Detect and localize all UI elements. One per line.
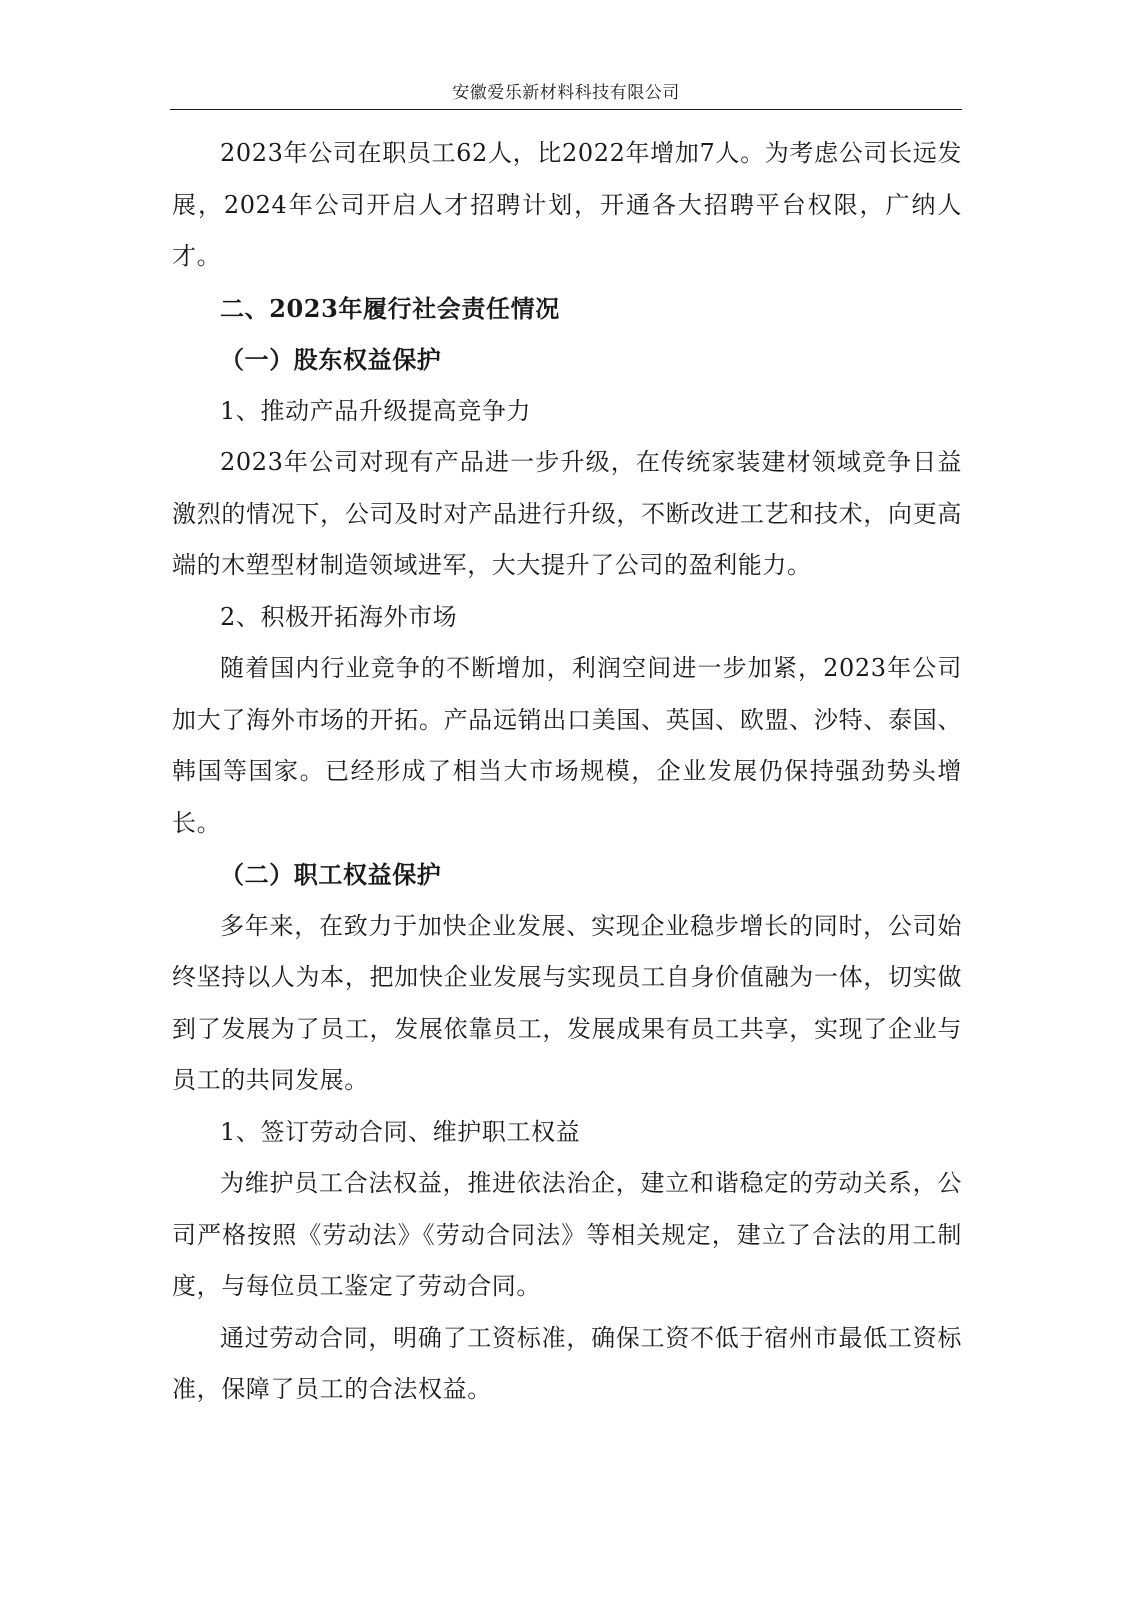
document-body [172, 128, 962, 1416]
item-heading-overseas-market: 2、积极开拓海外市场 [220, 602, 458, 631]
paragraph-wage: 通过劳动合同，明确了工资标准，确保工资不低于宿州市最低工资标准，保障了员工的合法权益。 [172, 1323, 962, 1403]
paragraph-employee: 多年来，在致力于加快企业发展、实现企业稳步增长的同时，公司始终坚持以人为本，把加快企业发展与实现员工自身价值融为一体，切实做到了发展为了员工，发展依靠员工，发展成果有员工共享，实现了企业与员工的共同发展。 [172, 911, 962, 1094]
subsection-heading-employee: （二）职工权益保护 [220, 860, 442, 889]
item-heading-product-upgrade: 1、推动产品升级提高竞争力 [220, 396, 532, 425]
paragraph-overseas-market: 随着国内行业竞争的不断增加，利润空间进一步加紧，2023年公司加大了海外市场的开拓。产品远销出口美国、英国、欧盟、沙特、泰国、韩国等国家。已经形成了相当大市场规模，企业发展仍保持强劲势头增长。 [172, 654, 962, 837]
paragraph-staff: 2023年公司在职员工62人，比2022年增加7人。为考虑公司长远发展，2024年公司开启人才招聘计划，开通各大招聘平台权限，广纳人才。 [172, 139, 962, 270]
subsection-heading-shareholder: （一）股东权益保护 [220, 345, 442, 374]
page-header: 安徽爱乐新材料科技有限公司 [452, 83, 680, 103]
paragraph-labor-contract: 为维护员工合法权益，推进依法治企，建立和谐稳定的劳动关系，公司严格按照《劳动法》《劳动合同法》等相关规定，建立了合法的用工制度，与每位员工鉴定了劳动合同。 [172, 1169, 962, 1300]
section-heading-social-responsibility: 二、2023年履行社会责任情况 [220, 293, 560, 323]
item-heading-labor-contract: 1、签订劳动合同、维护职工权益 [220, 1117, 581, 1146]
header-divider [170, 109, 962, 110]
paragraph-product-upgrade: 2023年公司对现有产品进一步升级，在传统家装建材领域竞争日益激烈的情况下，公司及时对产品进行升级，不断改进工艺和技术，向更高端的木塑型材制造领域进军，大大提升了公司的盈利能力。 [172, 448, 962, 579]
